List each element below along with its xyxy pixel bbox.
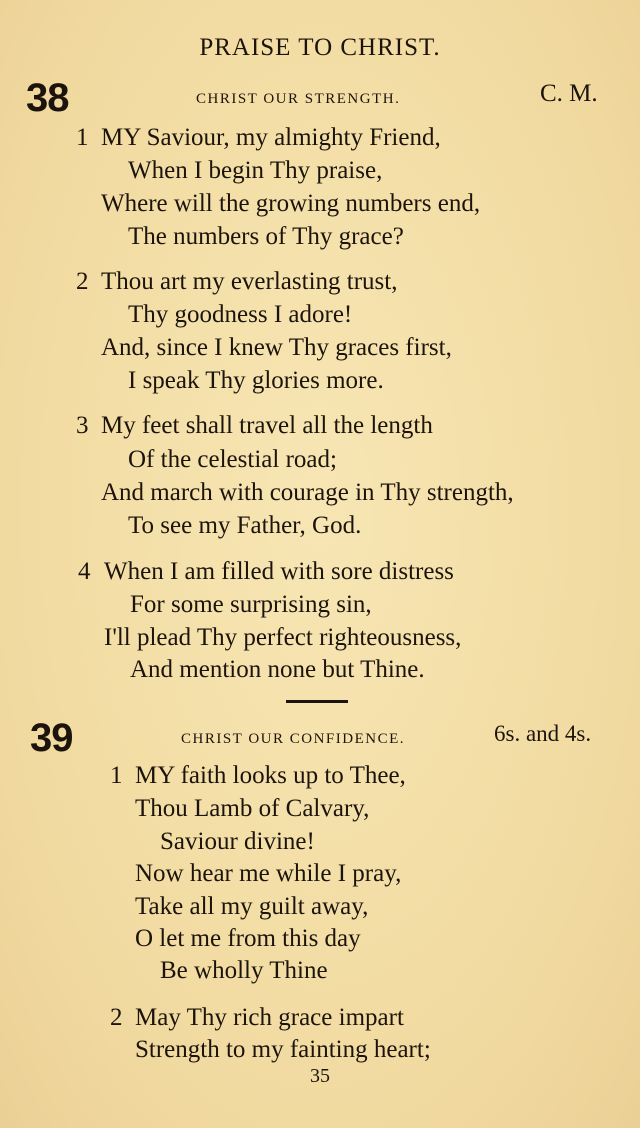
verse-number: 2	[110, 1004, 123, 1031]
verse-line: Thou art my everlasting trust,	[101, 268, 398, 295]
verse-line: When I am filled with sore distress	[104, 558, 454, 585]
verse-line: When I begin Thy praise,	[128, 157, 383, 184]
verse-line: Of the celestial road;	[128, 446, 337, 473]
verse-line: And mention none but Thine.	[130, 656, 425, 683]
verse-line: May Thy rich grace impart	[135, 1004, 404, 1031]
hymn-number: 38	[26, 76, 69, 120]
verse-line: Now hear me while I pray,	[135, 860, 402, 887]
hymn-meter: 6s. and 4s.	[494, 721, 592, 746]
verse-line: Saviour divine!	[160, 828, 315, 855]
verse-line: My feet shall travel all the length	[101, 412, 433, 439]
verse-line: And march with courage in Thy strength,	[101, 479, 514, 506]
verse-line: And, since I knew Thy graces first,	[101, 334, 452, 361]
verse-line: O let me from this day	[135, 925, 361, 952]
verse-line: The numbers of Thy grace?	[128, 223, 404, 250]
verse-line: Strength to my fainting heart;	[135, 1036, 431, 1063]
verse-number: 1	[110, 762, 123, 789]
verse-line: Thou Lamb of Calvary,	[135, 795, 370, 822]
verse-line: I'll plead Thy perfect righteousness,	[104, 624, 462, 651]
verse-number: 4	[78, 558, 91, 585]
verse-line: To see my Father, God.	[128, 512, 362, 539]
hymn-number: 39	[30, 716, 73, 760]
hymn-title: CHRIST OUR STRENGTH.	[196, 91, 401, 107]
hymn-title: CHRIST OUR CONFIDENCE.	[181, 731, 405, 747]
verse-line: Be wholly Thine	[160, 957, 328, 984]
page-number: 35	[310, 1065, 330, 1087]
verse-line: Where will the growing numbers end,	[101, 190, 481, 217]
running-head: PRAISE TO CHRIST.	[199, 34, 441, 61]
verse-number: 1	[76, 124, 89, 151]
verse-line: MY Saviour, my almighty Friend,	[101, 124, 441, 151]
verse-line: Take all my guilt away,	[135, 893, 369, 920]
hymn-meter: C. M.	[540, 80, 598, 107]
section-divider	[286, 700, 348, 703]
verse-number: 3	[76, 412, 89, 439]
verse-number: 2	[76, 268, 89, 295]
verse-line: I speak Thy glories more.	[128, 367, 384, 394]
verse-line: MY faith looks up to Thee,	[135, 762, 406, 789]
verse-line: Thy goodness I adore!	[128, 301, 353, 328]
verse-line: For some surprising sin,	[130, 591, 372, 618]
